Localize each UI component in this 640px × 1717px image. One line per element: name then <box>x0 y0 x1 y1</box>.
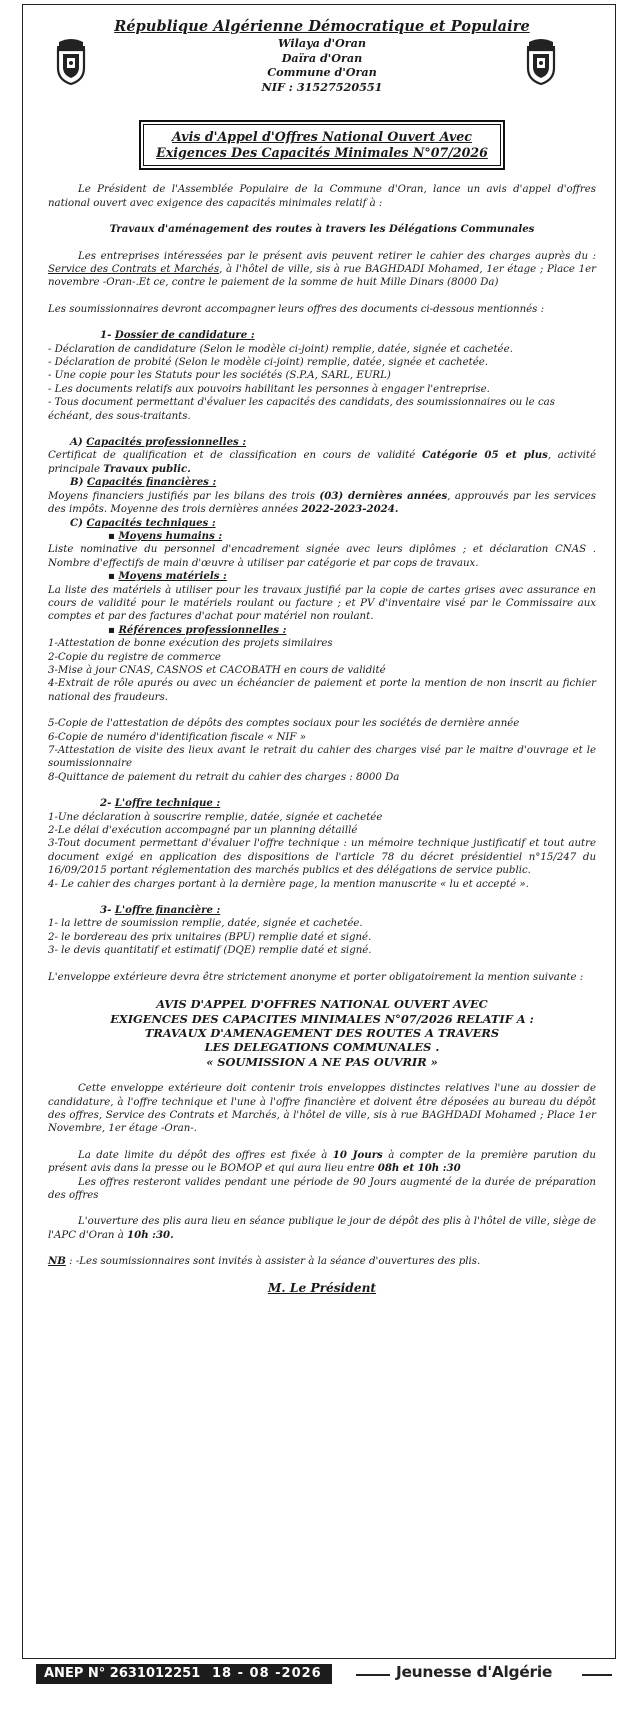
mention-line: EXIGENCES DES CAPACITES MINIMALES N°07/2026 RELATIF A : <box>110 1011 534 1026</box>
text-bold: 08h et 10h :30 <box>377 1162 461 1175</box>
list-item: - Déclaration de candidature (Selon le modèle ci-joint) remplie, datée, signée et cachetée. <box>48 343 513 355</box>
section-dossier-heading <box>48 329 596 342</box>
text: , activité principale <box>48 450 596 475</box>
text-bold: Catégorie 05 et plus <box>421 449 548 462</box>
retrait-service: Service des Contrats et Marchés <box>48 264 220 275</box>
nb-note <box>48 1255 596 1268</box>
list-item: 2-Copie du registre de commerce <box>48 651 221 663</box>
tender-notice <box>48 18 596 1295</box>
other-documents-list <box>48 717 596 784</box>
list-item: 4- Le cahier des charges portant à la dernière page, la mention manuscrite « lu et accepté ». <box>48 878 529 890</box>
list-item: 4-Extrait de rôle apurés ou avec un échéancier de paiement et porte la mention de non inscrit au fichier national des fraudeurs. <box>48 678 596 703</box>
list-item: 1-Attestation de bonne exécution des projets similaires <box>48 638 333 650</box>
list-item: - Les documents relatifs aux pouvoirs habilitant les personnes à engager l'entreprise. <box>48 383 490 395</box>
commune: Commune d'Oran <box>267 65 377 80</box>
divider <box>356 1674 390 1676</box>
anep-number: ANEP N° 2631012251 <box>36 1664 208 1684</box>
text-bold: Travaux public. <box>103 462 191 475</box>
wilaya: Wilaya d'Oran <box>277 36 367 50</box>
section-label: A) <box>70 436 83 449</box>
offre-technique-list <box>48 811 596 891</box>
list-item: - Déclaration de probité (Selon le modèle ci-joint) remplie, datée, signée et cachetée. <box>48 357 489 369</box>
section-title: Capacités financières : <box>86 476 217 489</box>
daira: Daïra d'Oran <box>281 50 363 65</box>
notice-title-line1: Avis d'Appel d'Offres National Ouvert Avec <box>172 129 472 145</box>
section-title: Dossier de candidature : <box>114 329 255 342</box>
list-item: 5-Copie de l'attestation de dépôts des comptes sociaux pour les sociétés de dernière année <box>48 718 520 730</box>
offre-financiere-list <box>48 917 596 957</box>
tender-object: Travaux d'aménagement des routes à travers les Délégations Communales <box>109 223 535 236</box>
moyens-materiels-text: La liste des matériels à utiliser pour les travaux justifié par la copie de cartes grises avec assurance en cours de validité pour le matériels roulant ou facture ; et PV d'inventaire visé par le Commissaire aux comptes et par des factures d'achat pour matériel non roulant. <box>48 584 596 623</box>
ouverture <box>48 1215 596 1242</box>
retrait-paragraph <box>48 250 596 290</box>
text: L'ouverture des plis aura lieu en séance publique le jour de dépôt des plis à l'hôtel de ville, siège de l'APC d'Oran à <box>48 1216 596 1241</box>
section-title: L'offre technique : <box>114 797 221 810</box>
enveloppe-intro: L'enveloppe extérieure devra être strictement anonyme et porter obligatoirement la mention suivante : <box>48 971 584 983</box>
list-item: 3-Tout document permettant d'évaluer l'offre technique : un mémoire technique justificatif et tout autre document exigé en application des dispositions de l'article 78 du décret présidentiel n°15/247 du 16/09/2015 portant réglementation des marchés publics et des délégations de service public. <box>48 838 596 877</box>
moyens-materiels-heading <box>48 570 596 583</box>
capacites-professionnelles-heading <box>48 436 596 449</box>
soumission-intro: Les soumissionnaires devront accompagner leurs offres des documents ci-dessous mentionnés : <box>48 303 545 315</box>
text: La date limite du dépôt des offres est fixée à <box>78 1149 333 1161</box>
divider <box>582 1674 612 1676</box>
list-item: 3-Mise à jour CNAS, CASNOS et CACOBATH en cours de validité <box>48 664 386 676</box>
letterhead <box>48 18 596 94</box>
intro-paragraph: Le Président de l'Assemblée Populaire de la Commune d'Oran, lance un avis d'appel d'offres national ouvert avec exigence des capacités minimales relatif à : <box>48 184 596 209</box>
bullet-icon: ▪ <box>108 529 119 542</box>
list-item: 8-Quittance de paiement du retrait du cahier des charges : 8000 Da <box>48 771 400 783</box>
text-bold: (03) dernières années <box>319 489 448 502</box>
mention-line: AVIS D'APPEL D'OFFRES NATIONAL OUVERT AVEC <box>156 997 488 1012</box>
section-title: L'offre financière : <box>114 904 221 917</box>
subsection-title: Moyens humains : <box>118 529 223 542</box>
list-item: - Tous document permettant d'évaluer les capacités des candidats, des soumissionnaires ou le cas échéant, des sous-traitants. <box>48 397 555 422</box>
capacites-techniques-heading <box>48 517 596 530</box>
republic-title: République Algérienne Démocratique et Populaire <box>114 18 530 35</box>
moyens-humains-text: Liste nominative du personnel d'encadrement signée avec leurs diplômes ; et déclaration CNAS . Nombre d'effectifs de main d'œuvre à utiliser par catégorie et par cops de travaux. <box>48 544 596 569</box>
capacites-financieres-heading <box>48 476 596 489</box>
list-item: 7-Attestation de visite des lieux avant le retrait du cahier des charges visé par le maitre d'ouvrage et le soumissionnaire <box>48 745 596 770</box>
text: , approuvés par les services des impôts. Moyenne des trois dernières années <box>48 490 596 516</box>
section-offre-technique-heading <box>48 797 596 810</box>
notice-title-line2: Exigences Des Capacités Minimales N°07/2026 <box>156 145 488 161</box>
enveloppe-contenu: Cette enveloppe extérieure doit contenir trois enveloppes distinctes relatives l'une au dossier de candidature, à l'offre technique et l'une à l'offre financière et doivent être déposées au bureau du dépôt des offres, Service des Contrats et Marchés, à l'hôtel de ville, sis à rue BAGHDADI Mohamed ; Place 1er Novembre, 1er étage -Oran-. <box>48 1083 596 1135</box>
references-heading <box>48 624 596 637</box>
text-bold: 10 Jours <box>332 1148 383 1161</box>
validite: Les offres resteront valides pendant une période de 90 Jours augmenté de la durée de préparation des offres <box>48 1176 596 1201</box>
dossier-list <box>48 343 596 423</box>
section-number: 3- <box>100 904 112 917</box>
publication-date: 18 - 08 -2026 <box>202 1664 332 1684</box>
list-item: - Une copie pour les Statuts pour les sociétés (S.P.A, SARL, EURL) <box>48 370 391 382</box>
subsection-title: Moyens matériels : <box>118 570 227 583</box>
list-item: 6-Copie de numéro d'identification fiscale « NIF » <box>48 731 306 743</box>
section-title: Capacités techniques : <box>86 516 216 529</box>
retrait-text: Les entreprises intéressées par le présent avis peuvent retirer le cahier des charges auprès du : <box>78 250 596 262</box>
mention-line: « SOUMISSION A NE PAS OUVRIR » <box>206 1054 438 1069</box>
nb-label: NB <box>48 1255 66 1268</box>
text: Moyens financiers justifiés par les bilans des trois <box>48 490 320 502</box>
bullet-icon: ▪ <box>108 570 119 583</box>
text-bold: 2022-2023-2024. <box>301 503 399 516</box>
subsection-title: Références professionnelles : <box>118 623 287 636</box>
text-bold: 10h :30. <box>127 1228 174 1241</box>
nb-text: : -Les soumissionnaires sont invités à assister à la séance d'ouvertures des plis. <box>65 1256 481 1268</box>
notice-title-box <box>139 120 505 170</box>
retrait-text-after: , à l'hôtel de ville, sis à rue BAGHDADI Mohamed, 1er étage ; Place 1er novembre -Oran-.Et ce, contre le paiement de la somme de huit Mille Dinars (8000 Da) <box>48 264 596 289</box>
journal-logo: Jeunesse d'Algérie <box>396 1663 553 1681</box>
list-item: 2-Le délai d'exécution accompagné par un planning détaillé <box>48 825 358 837</box>
section-label: C) <box>70 516 83 529</box>
date-limite <box>48 1149 596 1176</box>
capacites-financieres-text <box>48 490 596 517</box>
section-offre-financiere-heading <box>48 904 596 917</box>
section-number: 2- <box>100 797 112 810</box>
envelope-mention <box>48 997 596 1069</box>
signature: M. Le Président <box>267 1280 377 1295</box>
bullet-icon: ▪ <box>108 623 119 636</box>
footer-bar <box>26 1664 616 1686</box>
section-title: Capacités professionnelles : <box>86 436 247 449</box>
mention-line: TRAVAUX D'AMENAGEMENT DES ROUTES A TRAVERS <box>144 1025 500 1040</box>
text: à compter de la première parution du présent avis dans la presse ou le BOMOP et qui aura lieu entre <box>48 1149 596 1175</box>
nif: NIF : 31527520551 <box>261 79 383 94</box>
list-item: 3- le devis quantitatif et estimatif (DQE) remplie daté et signé. <box>48 945 372 957</box>
list-item: 2- le bordereau des prix unitaires (BPU) remplie daté et signé. <box>48 931 372 943</box>
section-label: B) <box>70 476 84 489</box>
mention-line: LES DELEGATIONS COMMUNALES . <box>204 1040 440 1055</box>
capacites-professionnelles-text <box>48 449 596 476</box>
references-list <box>48 637 596 704</box>
list-item: 1-Une déclaration à souscrire remplie, datée, signée et cachetée <box>48 811 383 823</box>
moyens-humains-heading <box>48 530 596 543</box>
list-item: 1- la lettre de soumission remplie, datée, signée et cachetée. <box>48 918 363 930</box>
section-number: 1- <box>100 329 112 342</box>
text: Certificat de qualification et de classification en cours de validité <box>48 450 422 462</box>
